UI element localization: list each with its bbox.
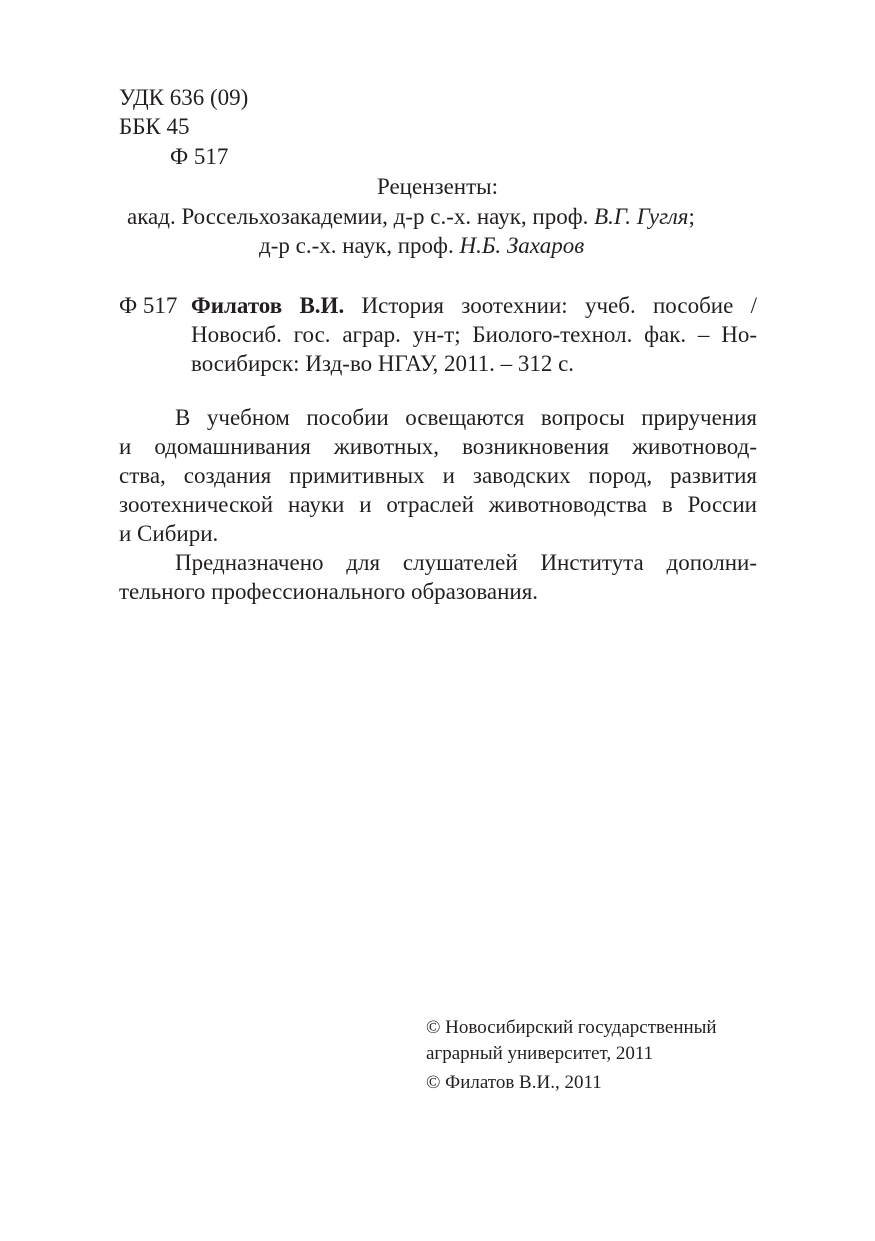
catalog-code: Ф 517 (119, 293, 178, 318)
copyright-university: © Новосибирский государственный (426, 1017, 717, 1038)
reviewer-1 (127, 202, 695, 231)
abstract-line: тельного профессионального образования. (119, 579, 539, 604)
abstract-line: и одомашнивания животных, возникновения животновод- (119, 434, 757, 459)
catalog-line-2: Новосиб. гос. аграр. ун-т; Биолого-технол. фак. – Но- (191, 322, 757, 347)
copyright-author: © Филатов В.И., 2011 (426, 1072, 602, 1093)
catalog-line-3: восибирск: Изд-во НГАУ, 2011. – 312 с. (191, 351, 575, 376)
reviewer-1-name: В.Г. Гугля (594, 204, 689, 229)
abstract-paragraph-1 (119, 403, 757, 548)
abstract-line: ства, создания примитивных и заводских пород, развития (119, 463, 757, 488)
author-mark: Ф 517 (170, 144, 229, 169)
reviewer-1-punct: ; (688, 204, 695, 229)
copyright-block (426, 1015, 717, 1096)
abstract-line: Предназначено для слушателей Института дополни- (175, 550, 757, 575)
abstract-line: и Сибири. (119, 521, 219, 546)
catalog-author: Филатов В.И. (191, 293, 345, 318)
reviewer-2-credentials: д-р с.-х. наук, проф. (259, 233, 460, 258)
catalog-line-1 (191, 291, 757, 320)
abstract-line: В учебном пособии освещаются вопросы приручения (175, 405, 757, 430)
catalog-entry (191, 291, 757, 378)
reviewer-2 (259, 231, 584, 260)
abstract-line: зоотехнической науки и отраслей животноводства в России (119, 492, 757, 517)
copyright-university-cont: аграрный университет, 2011 (426, 1043, 654, 1064)
udk-code: УДК 636 (09) (119, 85, 249, 110)
abstract-paragraph-2 (119, 548, 757, 606)
catalog-title: История зоотехнии: учеб. пособие / (344, 293, 758, 318)
bbk-code: ББК 45 (119, 114, 190, 139)
reviewer-1-credentials: акад. Россельхозакадемии, д-р с.-х. наук, проф. (127, 204, 595, 229)
reviewer-2-name: Н.Б. Захаров (459, 233, 585, 258)
reviewers-heading: Рецензенты: (376, 174, 499, 199)
